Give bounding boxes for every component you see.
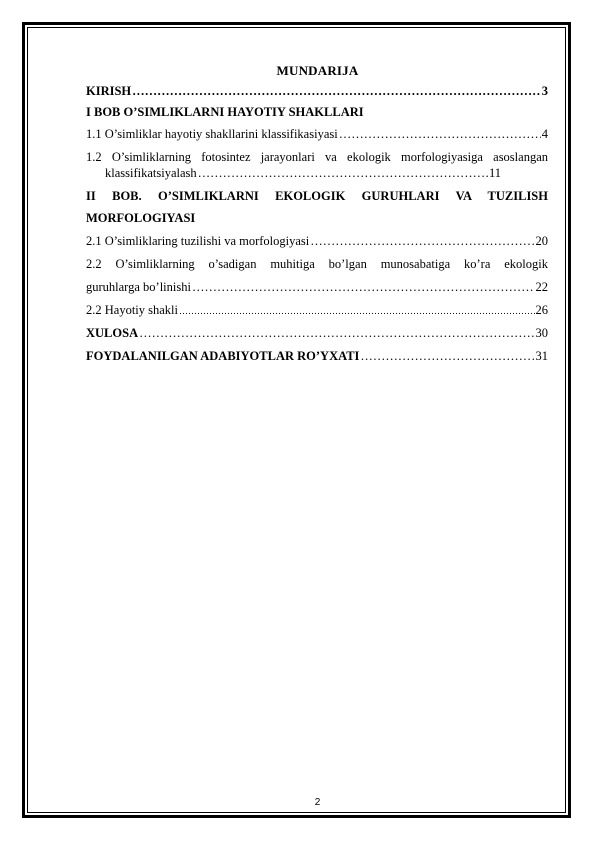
toc-entry-page: 11 bbox=[488, 166, 501, 180]
toc-entry-label: klassifikatsiyalash bbox=[105, 166, 197, 180]
toc-leader-dots bbox=[310, 234, 534, 249]
toc-leader-dots bbox=[198, 166, 488, 181]
toc-entry-1-2-line1[interactable] bbox=[86, 150, 548, 165]
toc-entry-2-2-line1[interactable] bbox=[86, 257, 548, 272]
toc-entry-label: 1.2 O’simliklarning fotosintez jarayonlari va ekologik morfologiyasiga asoslangan bbox=[86, 150, 548, 164]
toc-entry-label: MORFOLOGIYASI bbox=[86, 211, 196, 225]
toc-leader-dots bbox=[192, 280, 535, 295]
toc-entry-page: 3 bbox=[541, 84, 548, 98]
toc-leader-dots bbox=[132, 84, 541, 99]
toc-entry-label: KIRISH bbox=[86, 84, 132, 98]
toc-entry-kirish[interactable] bbox=[86, 84, 548, 99]
toc-leader-dots bbox=[360, 349, 534, 364]
toc-entry-1-2-line2[interactable] bbox=[105, 166, 501, 181]
toc-entry-adabiyotlar[interactable] bbox=[86, 349, 548, 364]
toc-entry-label: XULOSA bbox=[86, 326, 139, 340]
toc-entry-label: 2.2 O’simliklarning o’sadigan muhitiga bo’lgan munosabatiga ko’ra ekologik bbox=[86, 257, 548, 271]
toc-entry-label: FOYDALANILGAN ADABIYOTLAR RO’YXATI bbox=[86, 349, 360, 363]
page-title: MUNDARIJA bbox=[276, 63, 359, 78]
toc-leader-dots bbox=[179, 304, 534, 319]
toc-entry-label: I BOB O’SIMLIKLARNI HAYOTIY SHAKLLARI bbox=[86, 105, 364, 119]
toc-entry-label: guruhlarga bo’linishi bbox=[86, 280, 191, 294]
toc-entry-2-2-hayotiy[interactable] bbox=[86, 303, 548, 319]
toc-entry-page: 20 bbox=[535, 234, 548, 248]
toc-entry-xulosa[interactable] bbox=[86, 326, 548, 341]
toc-entry-label: 2.2 Hayotiy shakli bbox=[86, 303, 179, 317]
toc-entry-2-2-line2[interactable] bbox=[86, 280, 548, 295]
toc-entry-page: 4 bbox=[541, 127, 548, 141]
toc-chapter-1-heading[interactable] bbox=[86, 105, 548, 120]
toc-entry-page: 26 bbox=[535, 303, 548, 317]
toc-chapter-2-heading-line1[interactable] bbox=[86, 189, 548, 204]
toc-leader-dots bbox=[139, 326, 534, 341]
page-number: 2 bbox=[314, 797, 321, 808]
toc-entry-1-1[interactable] bbox=[86, 127, 548, 142]
toc-entry-2-1[interactable] bbox=[86, 234, 548, 249]
toc-entry-page: 31 bbox=[535, 349, 548, 363]
toc-entry-label: 2.1 O’simliklaring tuzilishi va morfologiyasi bbox=[86, 234, 310, 248]
toc-chapter-2-heading-line2[interactable] bbox=[86, 211, 548, 226]
toc-entry-page: 30 bbox=[535, 326, 548, 340]
toc-entry-label: II BOB. O’SIMLIKLARNI EKOLOGIK GURUHLARI VA TUZILISH bbox=[86, 189, 548, 203]
toc-entry-page: 22 bbox=[535, 280, 548, 294]
toc-leader-dots bbox=[339, 127, 541, 142]
toc-entry-label: 1.1 O’simliklar hayotiy shakllarini klassifikasiyasi bbox=[86, 127, 338, 141]
